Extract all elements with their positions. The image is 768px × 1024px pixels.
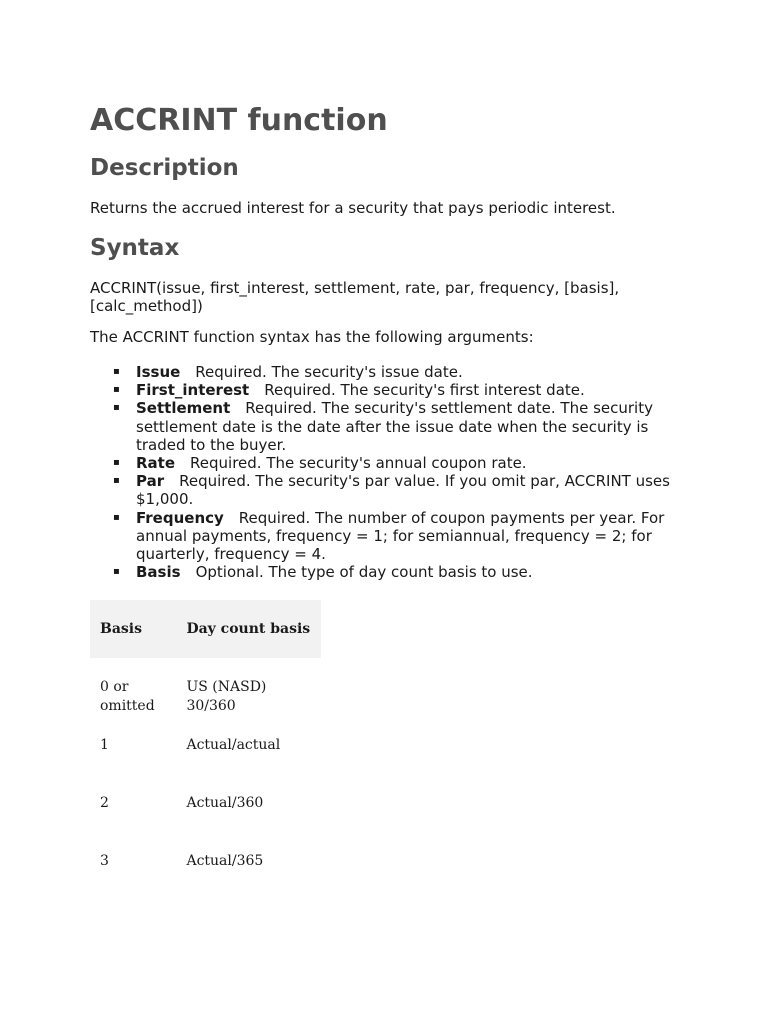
argument-term: Basis: [136, 563, 181, 582]
argument-item-rate: [113, 454, 690, 473]
bullet-icon: ▪: [113, 366, 120, 377]
argument-text: Required. The security's par value. If you omit par, ACCRINT uses $1,000.: [136, 472, 670, 509]
argument-text: Required. The security's issue date.: [195, 363, 463, 381]
table-row: [90, 658, 321, 716]
argument-term: Rate: [136, 454, 176, 473]
argument-text: Required. The security's settlement date. The security settlement date is the date after the issue date when the security is traded to the buyer.: [136, 399, 653, 454]
argument-text: Required. The number of coupon payments per year. For annual payments, frequency = 1; for semiannual, frequency = 2; for quarterly, frequency = 4.: [136, 508, 665, 564]
argument-term: Issue: [136, 363, 181, 381]
basis-cell: 1: [100, 737, 109, 754]
argument-text: Required. The security's annual coupon rate.: [190, 454, 527, 473]
argument-item-par: [113, 472, 690, 509]
argument-item-basis: [113, 563, 690, 582]
description-text: Returns the accrued interest for a security that pays periodic interest.: [90, 199, 616, 217]
table-header-row: [90, 600, 321, 658]
argument-term: First_interest: [136, 381, 250, 400]
argument-item-settlement: [113, 399, 690, 454]
document-page: [90, 100, 690, 890]
argument-term: Par: [136, 472, 165, 491]
argument-item-first-interest: [113, 381, 690, 400]
day-count-cell: Actual/actual: [186, 737, 281, 754]
bullet-icon: ▪: [113, 384, 120, 396]
bullet-icon: ▪: [113, 511, 120, 523]
table-row: [90, 774, 321, 832]
bullet-icon: ▪: [113, 475, 120, 487]
basis-cell: 2: [100, 795, 109, 812]
table-row: [90, 832, 321, 890]
syntax-signature: ACCRINT(issue, first_interest, settlement, rate, par, frequency, [basis], [calc_method]): [90, 279, 620, 315]
argument-item-frequency: [113, 508, 690, 564]
bullet-icon: ▪: [113, 402, 120, 414]
argument-text: Required. The security's first interest date.: [264, 381, 585, 400]
basis-table: [90, 600, 321, 890]
description-heading: Description: [90, 155, 239, 181]
argument-item-issue: [113, 363, 690, 381]
column-header-day-count-basis: Day count basis: [176, 600, 321, 658]
argument-text: Optional. The type of day count basis to use.: [195, 563, 533, 582]
column-header-basis: Basis: [90, 600, 176, 658]
bullet-icon: ▪: [113, 566, 120, 578]
basis-cell: 0 or omitted: [100, 679, 155, 715]
basis-cell: 3: [100, 853, 109, 870]
table-row: [90, 716, 321, 774]
arguments-intro: The ACCRINT function syntax has the following arguments:: [90, 328, 534, 346]
arguments-list: [90, 363, 690, 581]
argument-term: Frequency: [136, 508, 224, 527]
day-count-cell: Actual/365: [186, 853, 264, 870]
argument-term: Settlement: [136, 399, 231, 418]
bullet-icon: ▪: [113, 457, 120, 469]
day-count-cell: Actual/360: [186, 795, 264, 812]
syntax-heading: Syntax: [90, 235, 180, 261]
day-count-cell: US (NASD) 30/360: [186, 679, 267, 715]
page-title: ACCRINT function: [90, 103, 388, 138]
